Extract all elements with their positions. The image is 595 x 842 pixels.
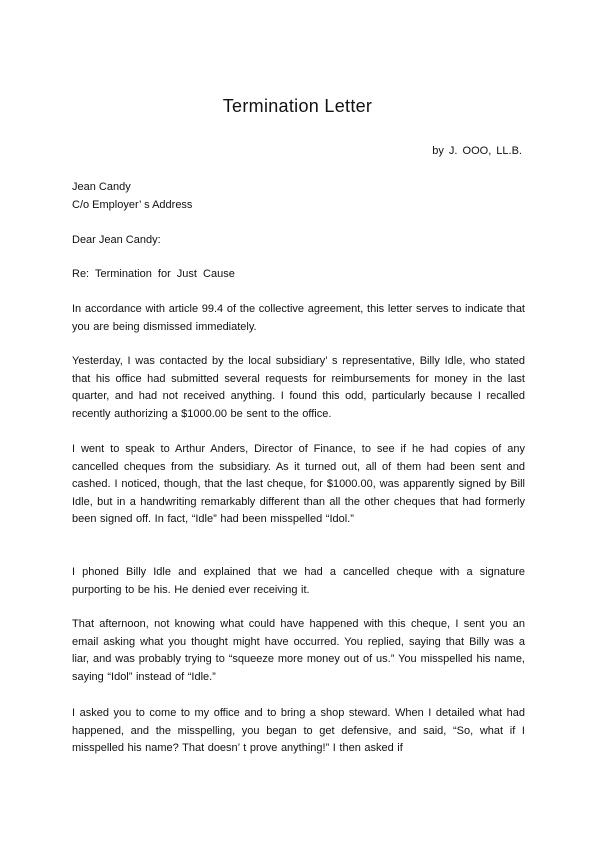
- subject-line: Re: Termination for Just Cause: [72, 268, 235, 280]
- recipient-name: Jean Candy: [72, 181, 131, 193]
- paragraph-finance-investigation: I went to speak to Arthur Anders, Director of Finance, to see if he had copies of any cancelled cheques from the subsidiary. As it turned out, all of them had been sent and cashed. I noticed, though, that the last cheque, for $1000.00, was apparently signed by Bill Idle, but in a handwriting remarkably different than all the other cheques that had formerly been signed off. In fact, “Idle” had been misspelled “Idol.”: [72, 443, 525, 525]
- salutation: Dear Jean Candy:: [72, 234, 161, 246]
- paragraph-contact-billy-idle: Yesterday, I was contacted by the local subsidiary’ s representative, Billy Idle, who stated that his office had submitted several requests for reimbursements for money in the last quarter, and had not received anything. I found this odd, particularly because I recalled recently authorizing a $1000.00 be sent to the office.: [72, 355, 525, 420]
- letter-title: Termination Letter: [222, 96, 373, 116]
- paragraph-dismissal-notice: In accordance with article 99.4 of the collective agreement, this letter serves to indicate that you are being dismissed immediately.: [72, 303, 525, 333]
- recipient-block: [72, 179, 525, 214]
- recipient-address: C/o Employer’ s Address: [72, 198, 193, 211]
- paragraph-email-exchange: That afternoon, not knowing what could have happened with this cheque, I sent you an email asking what you thought might have occurred. You replied, saying that Billy was a liar, and was probably trying to “squeeze more money out of us.” You misspelled his name, saying “Idol” instead of “Idle.”: [72, 618, 525, 683]
- author-byline: by J. OOO, LL.B.: [432, 145, 522, 157]
- paragraph-office-meeting: I asked you to come to my office and to bring a shop steward. When I detailed what had happened, and the misspelling, you began to get defensive, and said, “So, what if I misspelled his name? That doesn’ t prove anything!” I then asked if: [72, 707, 525, 754]
- paragraph-phone-call: I phoned Billy Idle and explained that we had a cancelled cheque with a signature purporting to be his. He denied ever receiving it.: [72, 566, 525, 596]
